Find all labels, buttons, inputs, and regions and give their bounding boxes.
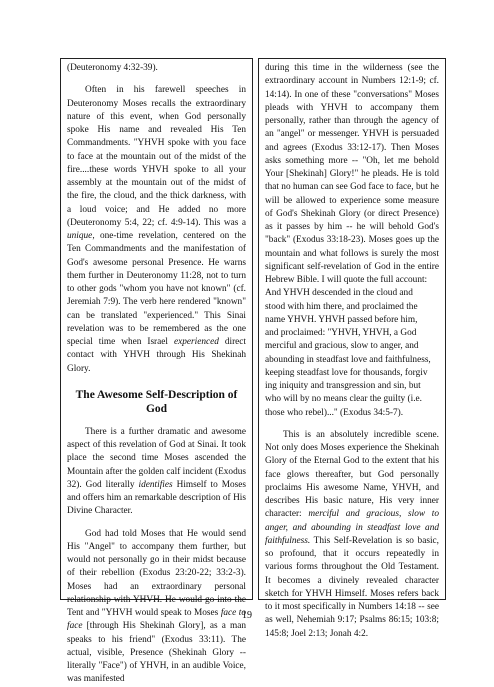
right-column bbox=[258, 58, 446, 639]
paragraph-citation: (Deuteronomy 4:32-39). bbox=[67, 63, 158, 73]
paragraph-angel: God had told Moses that He would send His "Angel" to accompany them further, but would not personally go in their midst because of their rebellion (Exodus 23:20-22; 33:2-3). Moses had an extraordinary personal relationship with YHVH. He would go into the Tent and "YHVH would speak to Moses face to face [through His Shekinah Glory], as a man speaks to his friend" (Exodus 33:11). The actual, visible, Presence (Shekinah Glory -- literally "Face") of YHVH, in an audible Voice, was manifested bbox=[67, 528, 247, 685]
section-heading: The Awesome Self-Description of God bbox=[75, 388, 238, 415]
emphasis-experienced: experienced bbox=[173, 337, 219, 347]
emphasis-identifies: identifies bbox=[138, 479, 173, 490]
page-number: 19 bbox=[242, 610, 252, 621]
paragraph-wilderness: during this time in the wilderness (see the extraordinary account in Numbers 12:1-9; cf. 14:14). In one of these "conversations" Moses pleads with YHVH to accompany them personally, rather than through the agency of an "angel" or messenger. YHVH is persuaded and agrees (Exodus 33:12-17). Then Moses asks something more -- "Oh, let me behold Your [Shekinah] Glory!" he pleads. He is told that no human can see God face to face, but he will be allowed to experience some measure of God's Shekinah Glory (or direct Presence) as it passes by him -- he will behold God's "back" (Exodus 33:18-23). Moses goes up the mountain and what follows is surely the most significant self-revelation of God in the entire Hebrew Bible. I will quote the full account: bbox=[265, 63, 439, 285]
emphasis-character: merciful and gracious, slow to anger, and abounding in steadfast love and faithfulness. bbox=[265, 509, 439, 546]
emphasis-unique: unique bbox=[67, 231, 93, 241]
emphasis-face-to-face: face to face bbox=[67, 608, 247, 632]
paragraph-farewell-speeches: Often in his farewell speeches in Deuteronomy Moses recalls the extraordinary nature of this event, when God personally spoke His name and revealed His Ten Commandments. "YHVH spoke with you face to face at the mountain out of the midst of the fire....these words YHVH spoke to all your assembly at the mountain out of the midst of the fire, the cloud, and the thick darkness, with a loud voice; and He added no more (Deuteronomy 5:4, 22; cf. 4:9-14). This was a unique, one-time revelation, centered on the Ten Commandments and the manifestation of God's awesome personal Presence. He warns them further in Deuteronomy 11:28, not to turn to other gods "whom you have not known" (cf. Jeremiah 7:9). The verb here rendered "known" can be translated "experienced." This Sinai revelation was to be remembered as the one special time when Israel experienced direct contact with YHVH through His Shekinah Glory. bbox=[67, 85, 247, 374]
paragraph-dramatic-aspect: There is a further dramatic and awesome aspect of this revelation of God at Sinai. It took place the second time Moses ascended the Mountain after the golden calf incident (Exodus 32). God literally identifies Himself to Moses and offers him an remarkable description of His Divine Character. bbox=[67, 426, 246, 517]
scripture-quote: And YHVH descended in the cloud and stood with him there, and proclaimed the name YHVH. YHVH passed before him, and proclaimed: "YHVH, YHVH, a God merciful and gracious, slow to anger, and abounding in steadfast love and faithfulness, keeping steadfast love for thousands, forgiv ing iniquity and transgression and sin, but who will by no means clear the guilty (i.e. those who rebel)..." (Exodus 34:5-7). bbox=[265, 288, 431, 418]
paragraph-incredible-scene: This is an absolutely incredible scene. Not only does Moses experience the Shekinah Glory of the Eternal God to the extent that his face glows thereafter, but God personally proclaims His awesome Name, YHVH, and describes His basic nature, His very inner character: merciful and gracious, slow to anger, and abounding in steadfast love and faithfulness. This Self-Revelation is so basic, so profound, that it occurs repeatedly in various forms throughout the Old Testament. It becomes a divinely revealed character sketch for YHVH Himself. Moses refers back to it most specifically in Numbers 14:18 -- see as well, Nehemiah 9:17; Psalms 86:15; 103:8; 145:8; Joel 2:13; Jonah 4:2. bbox=[265, 429, 439, 639]
